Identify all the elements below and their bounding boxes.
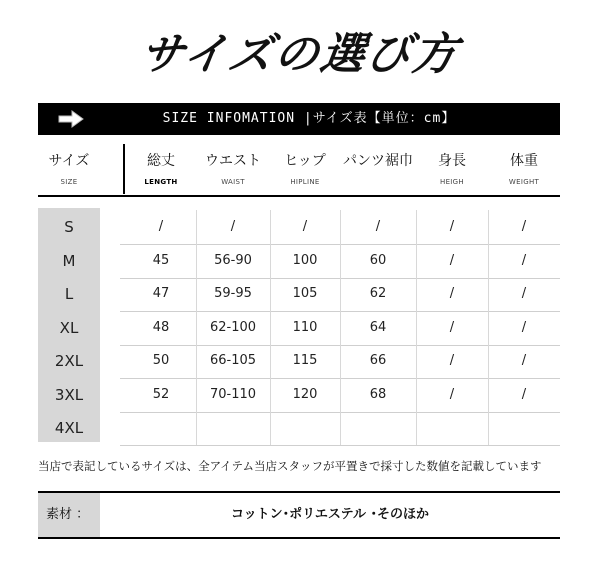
page-title: サイズの選び方 (136, 29, 463, 80)
cell-divider (416, 344, 417, 378)
cell-divider (196, 277, 197, 311)
cell-divider (270, 311, 271, 345)
table-cell: 66 (369, 353, 387, 368)
table-row (38, 378, 560, 412)
table-cell: / (375, 219, 381, 234)
cell-divider (196, 244, 197, 278)
cell-divider (270, 277, 271, 311)
table-cell: / (521, 353, 527, 368)
cell-divider (340, 277, 341, 311)
size-label: 4XL (54, 419, 84, 437)
cell-divider (270, 210, 271, 244)
cell-divider (416, 244, 417, 278)
table-cell: / (449, 353, 455, 368)
cell-divider (340, 210, 341, 244)
material-label: 素材 ： (46, 507, 90, 522)
table-row (38, 344, 560, 378)
table-cell: / (449, 219, 455, 234)
table-cell (340, 411, 416, 445)
cell-divider (340, 311, 341, 345)
table-cell (416, 411, 488, 445)
table-cell (196, 411, 270, 445)
banner-text: SIZE INFOMATION |サイズ表【単位：cm】 (162, 111, 456, 126)
header-rule (38, 195, 560, 197)
table-row (38, 244, 560, 278)
cell-divider (340, 378, 341, 412)
cell-divider (416, 378, 417, 412)
table-cell: / (158, 219, 164, 234)
table-cell: / (521, 252, 527, 268)
table-cell: / (230, 219, 236, 234)
size-info-banner (38, 103, 560, 135)
size-label: 2XL (54, 352, 84, 370)
header-divider (123, 144, 125, 194)
cell-divider (270, 411, 271, 445)
cell-divider (340, 344, 341, 378)
table-cell: 100 (292, 252, 318, 268)
cell-divider (488, 378, 489, 412)
table-cell: 59-95 (214, 286, 252, 301)
table-row (38, 210, 560, 244)
col-size: サイズ SIZE (48, 153, 90, 186)
table-cell: 45 (152, 252, 170, 268)
table-row (38, 277, 560, 311)
table-cell (488, 411, 560, 445)
table-cell: 62-100 (209, 319, 257, 335)
cell-divider (488, 344, 489, 378)
table-cell: 115 (292, 353, 318, 368)
row-divider (120, 445, 560, 446)
cell-divider (196, 411, 197, 445)
table-cell: 66-105 (209, 353, 257, 368)
cell-divider (416, 411, 417, 445)
table-cell: 64 (369, 319, 387, 335)
table-cell: / (521, 286, 527, 301)
table-cell: 52 (152, 386, 170, 402)
col-weight: 体重 WEIGHT (508, 153, 540, 186)
table-row (38, 411, 560, 445)
table-cell: / (302, 219, 308, 234)
cell-divider (488, 244, 489, 278)
size-label: S (64, 218, 74, 236)
cell-divider (416, 277, 417, 311)
cell-divider (270, 244, 271, 278)
cell-divider (488, 277, 489, 311)
table-cell: 62 (369, 286, 387, 301)
size-label: M (62, 251, 76, 270)
cell-divider (196, 344, 197, 378)
size-label: L (64, 285, 74, 303)
table-cell: 70-110 (209, 386, 257, 402)
cell-divider (196, 311, 197, 345)
measurement-note: 当店で表記しているサイズは、全アイテム当店スタッフが平置きで採寸した数値を記載しています (38, 459, 542, 473)
table-cell: 68 (369, 386, 387, 402)
table-row (38, 311, 560, 345)
table-cell: / (449, 252, 455, 268)
material-box (38, 491, 560, 539)
table-header (38, 144, 560, 194)
cell-divider (416, 210, 417, 244)
col-length: 総丈 LENGTH (144, 153, 178, 186)
cell-divider (416, 311, 417, 345)
material-value: コットン･ポリエステル ･そのほか (230, 507, 430, 522)
cell-divider (340, 411, 341, 445)
table-cell: 50 (152, 353, 170, 368)
table-cell (126, 411, 196, 445)
cell-divider (196, 210, 197, 244)
table-cell: / (521, 319, 527, 335)
cell-divider (270, 378, 271, 412)
cell-divider (488, 210, 489, 244)
table-cell: / (521, 386, 527, 402)
table-cell: 47 (152, 286, 170, 301)
table-cell: 56-90 (214, 252, 252, 268)
table-cell: / (521, 219, 527, 234)
table-cell: / (449, 386, 455, 402)
table-cell (270, 411, 340, 445)
cell-divider (488, 311, 489, 345)
table-cell: 60 (369, 252, 387, 268)
cell-divider (196, 378, 197, 412)
col-height: 身長 HEIGH (438, 153, 466, 186)
table-cell: 110 (292, 319, 318, 335)
table-cell: 105 (292, 286, 318, 301)
col-hipline: ヒップ HIPLINE (284, 153, 326, 186)
col-hem-width: パンツ裾巾 (343, 153, 413, 169)
table-cell: / (449, 286, 455, 301)
table-cell: 48 (152, 319, 170, 335)
size-label: XL (59, 318, 79, 337)
table-cell: 120 (292, 386, 318, 402)
size-label: 3XL (54, 385, 84, 404)
cell-divider (340, 244, 341, 278)
col-waist: ウエスト WAIST (205, 153, 261, 186)
cell-divider (488, 411, 489, 445)
cell-divider (270, 344, 271, 378)
table-cell: / (449, 319, 455, 335)
